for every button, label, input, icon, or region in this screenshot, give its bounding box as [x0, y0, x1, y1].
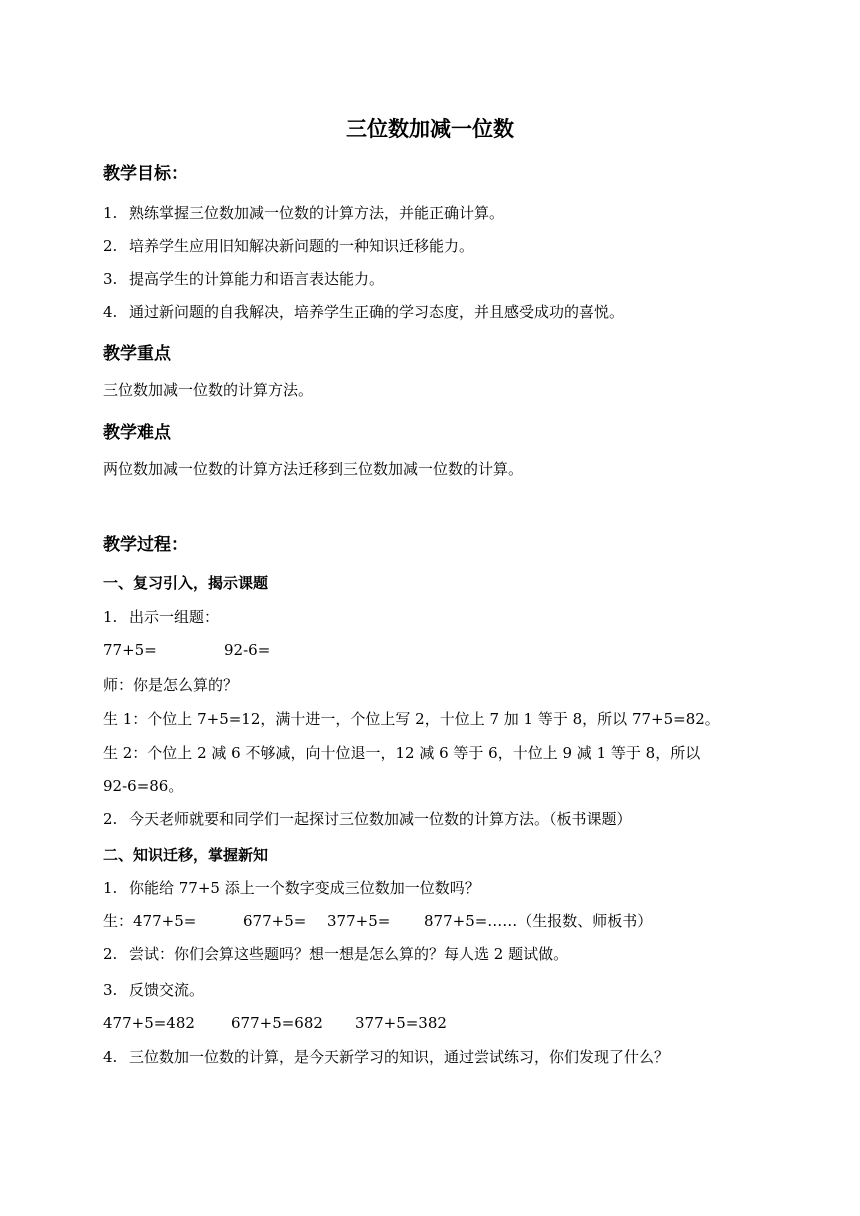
section1-heading: 一、复习引入，揭示课题 — [103, 574, 269, 592]
item-number: 1. — [103, 608, 118, 626]
list-item — [103, 878, 480, 898]
item-text: 出示一组题： — [129, 608, 220, 626]
equation-row — [103, 640, 270, 660]
goal-number: 1. — [103, 204, 118, 222]
student-line: 生 2：个位上 2 减 6 不够减，向十位退一，12 减 6 等于 6，十位上 9 减 1 等于 8，所以 — [103, 744, 701, 762]
goal-item — [103, 236, 474, 256]
equation: 生：477+5= — [103, 912, 197, 930]
item-number: 1. — [103, 879, 118, 897]
item-number: 3. — [103, 981, 118, 999]
result-equation: 477+5=482 — [103, 1014, 195, 1032]
goal-number: 2. — [103, 237, 118, 255]
page-title: 三位数加减一位数 — [346, 116, 514, 141]
list-item — [103, 980, 204, 1000]
goal-number: 4. — [103, 303, 118, 321]
student-line-continued: 92-6=86。 — [103, 777, 184, 795]
goal-item — [103, 302, 624, 322]
list-item — [103, 944, 568, 964]
key-heading: 教学重点 — [103, 344, 171, 364]
section2-heading: 二、知识迁移，掌握新知 — [103, 846, 269, 864]
difficulty-heading: 教学难点 — [103, 423, 171, 443]
equation: 377+5= — [327, 912, 391, 930]
goal-item — [103, 203, 504, 223]
key-text: 三位数加减一位数的计算方法。 — [103, 381, 314, 399]
item-number: 2. — [103, 810, 118, 828]
list-item — [103, 809, 632, 829]
goal-text: 提高学生的计算能力和语言表达能力。 — [129, 270, 385, 288]
result-equation: 377+5=382 — [355, 1014, 447, 1032]
item-text: 尝试：你们会算这些题吗？想一想是怎么算的？每人选 2 题试做。 — [129, 945, 569, 963]
item-text: 今天老师就要和同学们一起探讨三位数加减一位数的计算方法。（板书课题） — [129, 810, 632, 828]
item-number: 4. — [103, 1048, 118, 1066]
goal-text: 培养学生应用旧知解决新问题的一种知识迁移能力。 — [129, 237, 475, 255]
difficulty-text: 两位数加减一位数的计算方法迁移到三位数加减一位数的计算。 — [103, 460, 524, 478]
list-item — [103, 607, 219, 627]
goals-heading: 教学目标： — [103, 164, 188, 184]
teacher-line: 师：你是怎么算的？ — [103, 676, 239, 694]
student-line: 生 1：个位上 7+5=12，满十进一，个位上写 2，十位上 7 加 1 等于 8，所以 77+5=82。 — [103, 710, 720, 728]
result-equation: 677+5=682 — [231, 1014, 323, 1032]
equation-row — [103, 911, 652, 931]
item-text: 你能给 77+5 添上一个数字变成三位数加一位数吗？ — [129, 879, 480, 897]
goal-text: 通过新问题的自我解决，培养学生正确的学习态度，并且感受成功的喜悦。 — [129, 303, 625, 321]
goal-text: 熟练掌握三位数加减一位数的计算方法，并能正确计算。 — [129, 204, 505, 222]
item-text: 反馈交流。 — [129, 981, 205, 999]
equation: 92-6= — [224, 641, 271, 659]
list-item — [103, 1047, 669, 1067]
process-heading: 教学过程： — [103, 535, 188, 555]
equation: 77+5= — [103, 641, 157, 659]
goal-item — [103, 269, 384, 289]
equation: 877+5=……（生报数、师板书） — [424, 912, 653, 930]
goal-number: 3. — [103, 270, 118, 288]
item-number: 2. — [103, 945, 118, 963]
result-row — [103, 1013, 447, 1033]
equation: 677+5= — [243, 912, 307, 930]
item-text: 三位数加一位数的计算，是今天新学习的知识，通过尝试练习，你们发现了什么？ — [129, 1048, 670, 1066]
